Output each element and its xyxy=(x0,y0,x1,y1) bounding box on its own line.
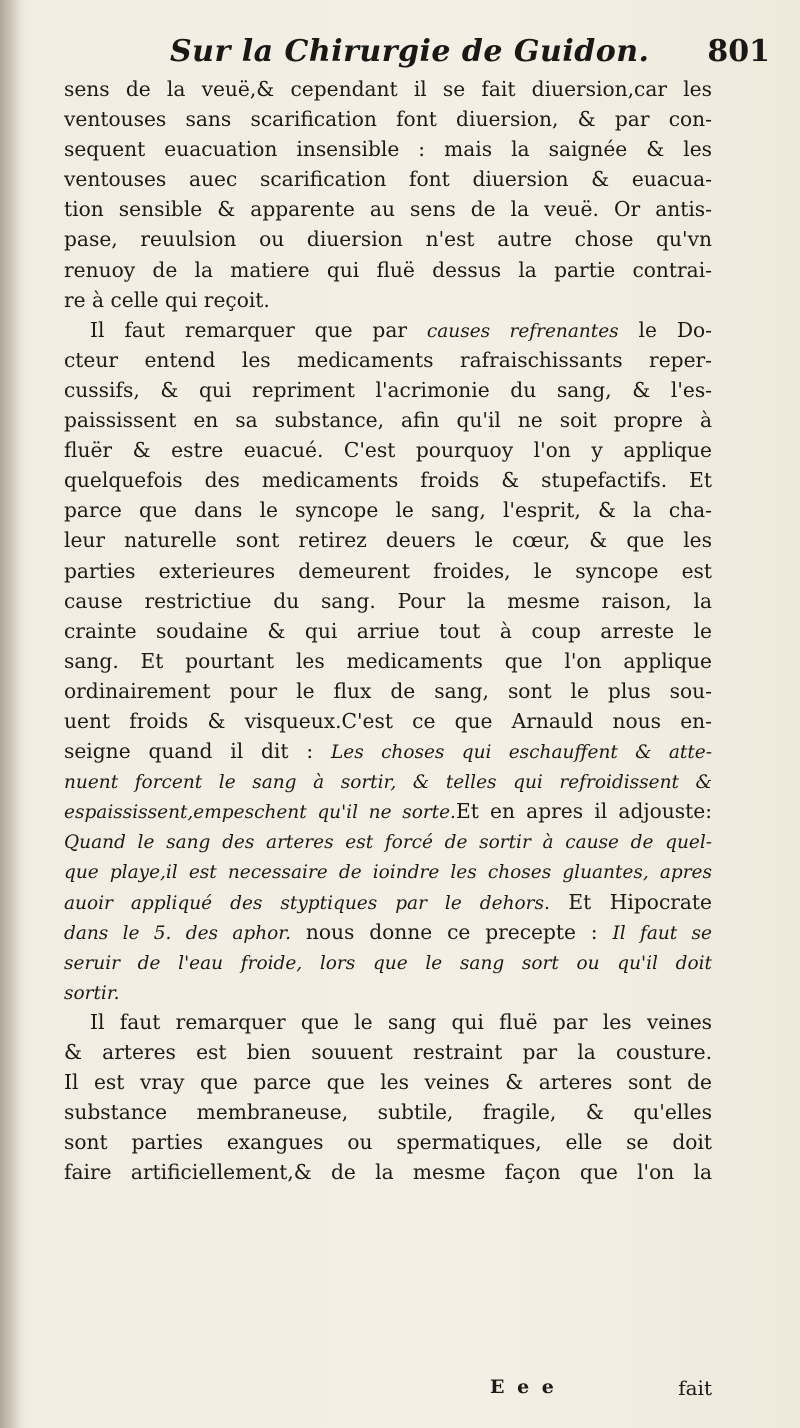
text-segment: parties exterieures demeurent froides, le syncope est xyxy=(64,558,712,583)
text-segment: sont parties exangues ou spermatiques, elle se doit xyxy=(64,1130,712,1155)
text-segment: ordinairement pour le flux de sang, sont le plus sou- xyxy=(64,678,712,703)
text-line xyxy=(64,856,712,886)
page-number: 801 xyxy=(707,34,770,69)
text-segment: & arteres est bien souuent restraint par la cousture. xyxy=(64,1040,712,1064)
text-segment: nuent forcent le sang à sortir, & telles qui refroidissent & xyxy=(64,772,712,794)
text-segment: Et en apres il adjouste: xyxy=(455,799,712,824)
text-segment: Il faut remarquer que par xyxy=(90,317,427,342)
text-line xyxy=(64,74,712,104)
text-line xyxy=(64,826,712,856)
text-line xyxy=(64,556,712,586)
signature-mark: E e e xyxy=(490,1376,557,1398)
text-segment: re à celle qui reçoit. xyxy=(64,287,270,312)
text-line xyxy=(64,405,712,435)
body-text xyxy=(64,74,712,1187)
text-line xyxy=(64,375,712,405)
page-header xyxy=(170,34,770,78)
text-segment: nous donne ce precepte : xyxy=(290,919,613,944)
text-segment: Les choses qui eschauffent & atte- xyxy=(331,742,712,764)
text-line xyxy=(64,224,712,254)
text-segment: cteur entend les medicaments rafraischissants reper- xyxy=(64,347,712,372)
text-segment: cause restrictiue du sang. Pour la mesme raison, la xyxy=(64,588,712,613)
text-segment: Il faut se xyxy=(612,922,712,944)
text-line xyxy=(64,104,712,134)
text-line xyxy=(64,1007,712,1037)
text-line xyxy=(64,616,712,646)
text-line xyxy=(64,646,712,676)
text-segment: tion sensible & apparente au sens de la veuë. Or antis- xyxy=(64,197,712,222)
text-segment: renuoy de la matiere qui fluë dessus la partie contrai- xyxy=(64,257,712,282)
text-segment: quelquefois des medicaments froids & stupefactifs. Et xyxy=(64,468,712,493)
page-footer xyxy=(64,1376,712,1406)
text-segment: ventouses auec scarification font diuersion & euacua- xyxy=(64,167,712,192)
text-segment: Il faut remarquer que le sang qui fluë par les veines xyxy=(90,1009,712,1034)
text-segment: causes refrenantes xyxy=(426,320,619,342)
text-line xyxy=(64,917,712,947)
text-line xyxy=(64,586,712,616)
text-line xyxy=(64,887,712,917)
text-line xyxy=(64,345,712,375)
text-segment: pase, reuulsion ou diuersion n'est autre chose qu'vn xyxy=(64,227,712,252)
text-line xyxy=(64,1037,712,1067)
text-line xyxy=(64,164,712,194)
spine-shadow xyxy=(0,0,22,1428)
text-line xyxy=(64,766,712,796)
text-line xyxy=(64,435,712,465)
text-segment: le Do- xyxy=(618,317,712,342)
text-segment: uent froids & visqueux.C'est ce que Arnauld nous en- xyxy=(64,708,712,733)
catchword: fait xyxy=(678,1376,712,1400)
text-line xyxy=(64,947,712,977)
text-line xyxy=(64,676,712,706)
text-line xyxy=(64,525,712,555)
text-segment: dans le 5. des aphor. xyxy=(64,922,291,944)
text-line xyxy=(64,1067,712,1097)
text-line xyxy=(64,134,712,164)
text-segment: fluër & estre euacué. C'est pourquoy l'on y applique xyxy=(64,438,712,463)
text-segment: paississent en sa substance, afin qu'il ne soit propre à xyxy=(64,408,712,433)
text-segment: sens de la veuë,& cependant il se fait diuersion,car les xyxy=(64,77,712,101)
text-segment: Et Hipocrate xyxy=(549,889,712,914)
text-line xyxy=(64,315,712,345)
text-segment: parce que dans le syncope le sang, l'esprit, & la cha- xyxy=(64,498,712,523)
text-segment: espaississent,empeschent qu'il ne sorte. xyxy=(64,802,456,824)
text-segment: cussifs, & qui repriment l'acrimonie du sang, & l'es- xyxy=(64,377,712,402)
text-segment: auoir appliqué des styptiques par le dehors. xyxy=(64,892,550,914)
text-line xyxy=(64,255,712,285)
text-segment: ventouses sans scarification font diuersion, & par con- xyxy=(64,107,712,132)
text-line xyxy=(64,1157,712,1187)
text-segment: faire artificiellement,& de la mesme façon que l'on la xyxy=(64,1160,712,1185)
text-segment: Quand le sang des arteres est forcé de sortir à cause de quel- xyxy=(64,832,712,854)
text-segment: Il est vray que parce que les veines & arteres sont de xyxy=(64,1070,712,1095)
running-head: Sur la Chirurgie de Guidon. xyxy=(170,34,650,69)
text-line xyxy=(64,465,712,495)
text-segment: substance membraneuse, subtile, fragile, & qu'elles xyxy=(64,1100,712,1125)
text-line xyxy=(64,1097,712,1127)
text-line xyxy=(64,736,712,766)
text-segment: sequent euacuation insensible : mais la saignée & les xyxy=(64,137,712,162)
text-segment: crainte soudaine & qui arriue tout à coup arreste le xyxy=(64,618,712,643)
text-line xyxy=(64,706,712,736)
text-segment: sortir. xyxy=(64,982,120,1004)
text-segment: que playe,il est necessaire de ioindre les choses gluantes, apres xyxy=(64,862,712,884)
text-line xyxy=(64,285,712,315)
text-segment: sang. Et pourtant les medicaments que l'on applique xyxy=(64,648,712,673)
text-line xyxy=(64,194,712,224)
text-segment: seigne quand il dit : xyxy=(64,739,332,764)
text-line xyxy=(64,1127,712,1157)
text-segment: seruir de l'eau froide, lors que le sang sort ou qu'il doit xyxy=(64,952,712,974)
text-line xyxy=(64,495,712,525)
text-line xyxy=(64,977,712,1007)
text-segment: leur naturelle sont retirez deuers le cœur, & que les xyxy=(64,528,712,553)
text-line xyxy=(64,796,712,826)
